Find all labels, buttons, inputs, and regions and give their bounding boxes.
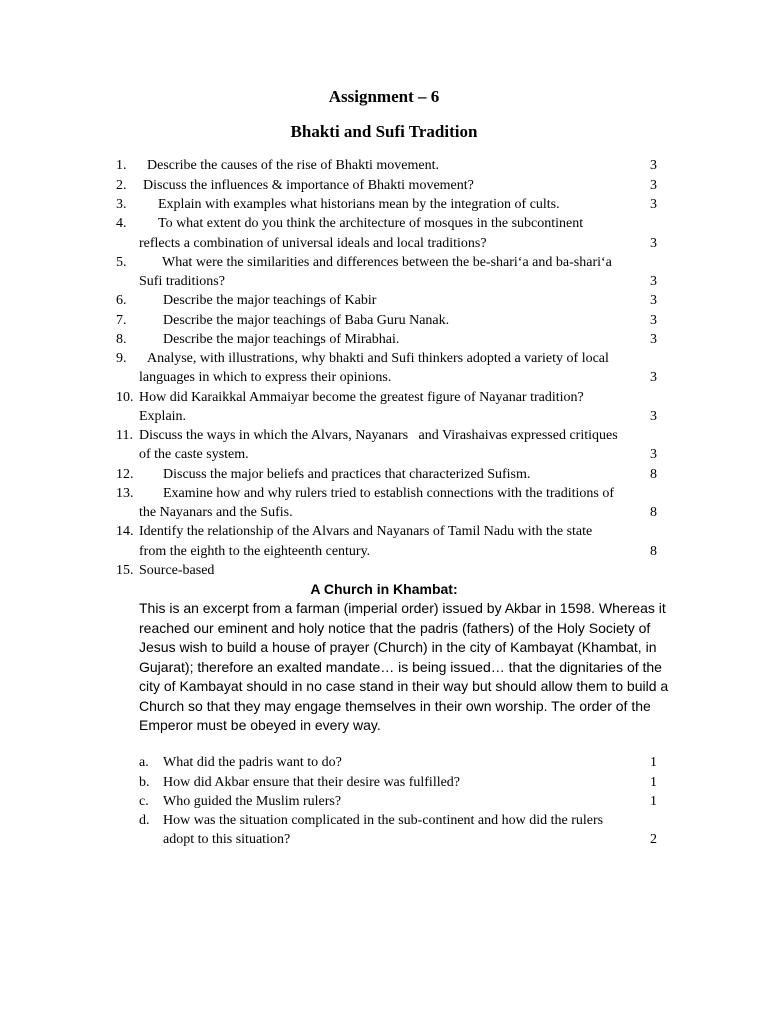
subquestion-label: d. bbox=[139, 813, 150, 828]
question-number: 9. bbox=[116, 351, 127, 366]
question-text: Describe the major teachings of Kabir bbox=[163, 293, 377, 308]
question-marks: 8 bbox=[650, 505, 657, 520]
subquestion-text: Who guided the Muslim rulers? bbox=[163, 794, 342, 809]
question-marks: 3 bbox=[650, 236, 657, 251]
question-text-line1: Identify the relationship of the Alvars and Nayanars of Tamil Nadu with the state bbox=[139, 524, 593, 539]
question-text-line1: What were the similarities and differences between the be-shari‘a and ba-shari‘a bbox=[162, 255, 612, 270]
subquestion-marks: 1 bbox=[650, 775, 657, 790]
question-marks: 8 bbox=[650, 544, 657, 559]
subquestion-label: b. bbox=[139, 775, 150, 790]
question-number: 10. bbox=[116, 390, 134, 405]
source-paragraph: This is an excerpt from a farman (imperial order) issued by Akbar in 1598. Whereas it reached our eminent and holy notice that the padris (fathers) of the Holy Society of Jesus wish to build a house of prayer (Church) in the city of Kambayat (Khambat, in Gujarat); therefore an exalted mandate… is being issued… that the dignitaries of the city of Kambayat should in no case stand in their way but should allow them to build a Church so that they may engage themselves in their own worship. The order of the Emperor must be obeyed in every way. bbox=[139, 600, 669, 733]
subquestion-marks: 1 bbox=[650, 755, 657, 770]
question-number: 8. bbox=[116, 332, 127, 347]
subquestion-text-line1: How was the situation complicated in the sub-continent and how did the rulers bbox=[163, 813, 604, 828]
question-marks: 3 bbox=[650, 447, 657, 462]
question-number: 2. bbox=[116, 178, 127, 193]
question-text-line2: Explain. bbox=[139, 409, 187, 424]
question-marks: 3 bbox=[650, 274, 657, 289]
assignment-subtitle: Bhakti and Sufi Tradition bbox=[290, 122, 478, 141]
question-marks: 3 bbox=[650, 313, 657, 328]
subquestion-marks: 1 bbox=[650, 794, 657, 809]
question-text-line2: the Nayanars and the Sufis. bbox=[139, 505, 293, 520]
subquestion-label: c. bbox=[139, 794, 149, 809]
question-text-line1: Discuss the ways in which the Alvars, Nayanars and Virashaivas expressed critiques bbox=[139, 428, 618, 443]
question-number: 13. bbox=[116, 486, 134, 501]
question-text: Describe the major teachings of Mirabhai. bbox=[163, 332, 400, 347]
subquestion-text: What did the padris want to do? bbox=[163, 755, 342, 770]
subquestion-marks: 2 bbox=[650, 832, 657, 847]
subquestion-text: How did Akbar ensure that their desire was fulfilled? bbox=[163, 775, 461, 790]
question-text-line1: How did Karaikkal Ammaiyar become the greatest figure of Nayanar tradition? bbox=[139, 390, 584, 405]
question-marks: 3 bbox=[650, 158, 657, 173]
question-marks: 3 bbox=[650, 370, 657, 385]
question-text-line2: from the eighth to the eighteenth century. bbox=[139, 544, 371, 559]
question-number: 15. bbox=[116, 563, 134, 578]
question-marks: 3 bbox=[650, 293, 657, 308]
question-text-line1: Examine how and why rulers tried to establish connections with the traditions of bbox=[163, 486, 615, 501]
question-text: Source-based bbox=[139, 563, 215, 578]
question-text: Discuss the major beliefs and practices that characterized Sufism. bbox=[163, 467, 531, 482]
subquestion-label: a. bbox=[139, 755, 149, 770]
question-number: 11. bbox=[116, 428, 133, 443]
question-marks: 3 bbox=[650, 332, 657, 347]
question-text: Explain with examples what historians mean by the integration of cults. bbox=[158, 197, 560, 212]
question-number: 14. bbox=[116, 524, 134, 539]
question-text-line2: reflects a combination of universal ideals and local traditions? bbox=[139, 236, 487, 251]
question-text-line2: Sufi traditions? bbox=[139, 274, 225, 289]
subquestion-text-line2: adopt to this situation? bbox=[163, 832, 291, 847]
question-number: 3. bbox=[116, 197, 127, 212]
question-text: Describe the causes of the rise of Bhakti movement. bbox=[147, 158, 439, 173]
question-number: 5. bbox=[116, 255, 127, 270]
question-text-line1: To what extent do you think the architecture of mosques in the subcontinent bbox=[158, 216, 584, 231]
question-number: 12. bbox=[116, 467, 134, 482]
question-text: Discuss the influences & importance of Bhakti movement? bbox=[143, 178, 474, 193]
question-text-line2: languages in which to express their opinions. bbox=[139, 370, 392, 385]
question-number: 6. bbox=[116, 293, 127, 308]
question-marks: 3 bbox=[650, 178, 657, 193]
question-number: 4. bbox=[116, 216, 127, 231]
question-text-line2: of the caste system. bbox=[139, 447, 249, 462]
question-text-line1: Analyse, with illustrations, why bhakti and Sufi thinkers adopted a variety of local bbox=[147, 351, 609, 366]
source-heading: A Church in Khambat: bbox=[310, 581, 458, 597]
question-marks: 3 bbox=[650, 197, 657, 212]
question-number: 7. bbox=[116, 313, 127, 328]
question-number: 1. bbox=[116, 158, 127, 173]
question-marks: 3 bbox=[650, 409, 657, 424]
assignment-title: Assignment – 6 bbox=[328, 87, 440, 106]
question-text: Describe the major teachings of Baba Guru Nanak. bbox=[163, 313, 450, 328]
question-marks: 8 bbox=[650, 467, 657, 482]
